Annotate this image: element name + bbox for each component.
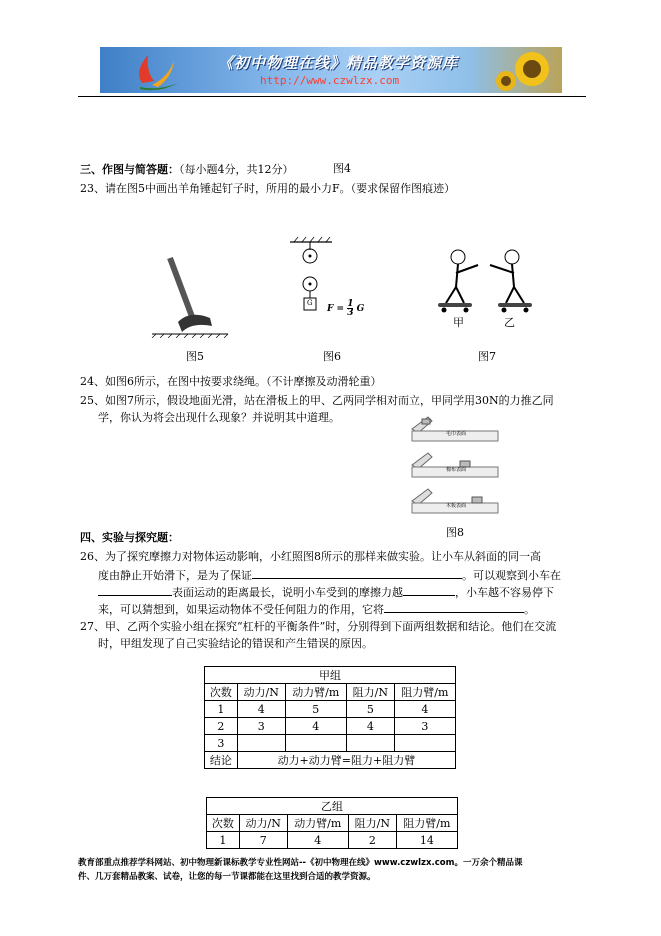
section3-heading: 三、作图与简答题： xyxy=(80,163,179,176)
table-yi-header: 动力臂/m xyxy=(287,815,348,832)
table-jia-header: 次数 xyxy=(205,684,238,701)
q26-line4-b: 。 xyxy=(524,603,535,616)
table-yi-header: 阻力/N xyxy=(348,815,396,832)
table-cell xyxy=(285,735,346,752)
table-cell: 4 xyxy=(237,701,285,718)
q26-line3-a: 表面运动的距离最长，说明小车受到的摩擦力越 xyxy=(172,586,403,599)
table-jia-header: 阻力/N xyxy=(346,684,394,701)
q26-line4-a: 来，可以猜想到，如果运动物体不受任何阻力的作用，它将 xyxy=(98,603,384,616)
fig8-caption: 图8 xyxy=(446,526,464,539)
fig8-surface3: 木板表面 xyxy=(446,503,467,509)
q26-answer-blank-3[interactable] xyxy=(403,583,455,596)
fig7-label-jia: 甲 xyxy=(453,316,464,329)
header-rule xyxy=(78,96,586,97)
table-jia-conclusion: 动力+动力臂=阻力+阻力臂 xyxy=(237,752,455,769)
table-jia-header: 动力臂/m xyxy=(285,684,346,701)
q26-answer-blank-1[interactable] xyxy=(252,566,462,579)
q26-line3-b: ，小车越不容易停下 xyxy=(455,586,554,599)
banner-title: 《初中物理在线》精品教学资源库 xyxy=(218,54,459,72)
fig8-surface2: 棉布表面 xyxy=(446,467,467,473)
table-cell: 4 xyxy=(346,718,394,735)
banner-url: http://www.czwlzx.com xyxy=(260,74,400,87)
q25-line2: 学，你认为将会出现什么现象？并说明其中道理。 xyxy=(98,411,340,424)
table-cell xyxy=(237,735,285,752)
table-yi xyxy=(206,797,458,849)
fig6-weight-label: G xyxy=(307,299,313,307)
fig7-skateboards-figure xyxy=(432,243,540,315)
table-cell: 3 xyxy=(205,735,238,752)
table-yi-header: 动力/N xyxy=(239,815,287,832)
q27-line1: 27、甲、乙两个实验小组在探究“杠杆的平衡条件”时，分别得到下面两组数据和结论。他们在交流 xyxy=(80,620,557,633)
q26-line2-a: 度由静止开始滑下，是为了保证 xyxy=(98,569,252,582)
table-yi-title: 乙组 xyxy=(207,798,458,815)
q27-line2: 时，甲组发现了自己实验结论的错误和产生错误的原因。 xyxy=(98,637,373,650)
table-jia-header: 动力/N xyxy=(237,684,285,701)
fig4-caption: 图4 xyxy=(333,162,351,175)
table-cell: 7 xyxy=(239,832,287,849)
table-cell: 1 xyxy=(207,832,240,849)
fig6-formula-eq: = xyxy=(336,304,345,314)
table-jia-title: 甲组 xyxy=(205,667,456,684)
table-cell xyxy=(346,735,394,752)
table-cell: 3 xyxy=(394,718,455,735)
q26-line1: 26、为了探究摩擦力对物体运动影响，小红照图8所示的那样来做实验。让小车从斜面的同一高 xyxy=(80,550,541,563)
q26-line2-b: 。可以观察到小车在 xyxy=(462,569,561,582)
table-jia-conclusion-label: 结论 xyxy=(205,752,238,769)
table-cell xyxy=(394,735,455,752)
section4-heading: 四、实验与探究题： xyxy=(80,531,179,544)
q23-text: 23、请在图5中画出羊角锤起钉子时，所用的最小力F。（要求保留作图痕迹） xyxy=(80,182,456,195)
section3-heading-line xyxy=(80,162,294,178)
table-row xyxy=(207,832,458,849)
q24-text: 24、如图6所示，在图中按要求绕绳。（不计摩擦及动滑轮重） xyxy=(80,375,382,388)
table-row xyxy=(205,718,456,735)
table-cell: 3 xyxy=(237,718,285,735)
fig7-caption: 图7 xyxy=(478,350,496,363)
fig6-caption: 图6 xyxy=(323,350,341,363)
table-cell: 14 xyxy=(396,832,457,849)
site-logo-icon xyxy=(128,47,188,93)
sunflower-icon xyxy=(492,47,562,93)
table-cell: 4 xyxy=(287,832,348,849)
table-jia xyxy=(204,666,456,769)
section3-note: （每小题4分，共12分） xyxy=(179,163,294,176)
fig8-surface1: 毛巾表面 xyxy=(446,431,467,437)
q25-line1: 25、如图7所示，假设地面光滑，站在滑板上的甲、乙两同学相对而立，甲同学用30N的力推乙同 xyxy=(80,394,554,407)
fig5-caption: 图5 xyxy=(186,350,204,363)
footer-line1: 教育部重点推荐学科网站、初中物理新课标教学专业性网站--《初中物理在线》www.czwlzx.com。一万余个精品课 xyxy=(78,858,523,868)
table-cell: 4 xyxy=(394,701,455,718)
q26-line3 xyxy=(98,583,554,601)
table-cell: 4 xyxy=(285,718,346,735)
fig6-formula-g: G xyxy=(356,304,365,314)
header-banner xyxy=(100,47,562,93)
table-row xyxy=(205,701,456,718)
table-cell: 2 xyxy=(205,718,238,735)
fig7-label-yi: 乙 xyxy=(504,316,515,329)
table-jia-header: 阻力臂/m xyxy=(394,684,455,701)
fig6-formula-numerator: 1 xyxy=(347,299,354,309)
table-yi-header: 次数 xyxy=(207,815,240,832)
fig6-formula-denominator: 3 xyxy=(347,308,354,318)
q26-line2 xyxy=(98,566,561,584)
table-jia-conclusion-row xyxy=(205,752,456,769)
fig5-hammer-figure xyxy=(150,252,230,338)
footer-line2: 件、几万套精品教案、试卷，让您的每一节课都能在这里找到合适的教学资源。 xyxy=(78,872,376,882)
table-cell: 2 xyxy=(348,832,396,849)
table-cell: 1 xyxy=(205,701,238,718)
table-yi-header-row xyxy=(207,815,458,832)
table-yi-header: 阻力臂/m xyxy=(396,815,457,832)
fig6-formula xyxy=(327,300,364,317)
table-cell: 5 xyxy=(346,701,394,718)
table-cell: 5 xyxy=(285,701,346,718)
fig6-formula-f: F xyxy=(327,304,334,314)
table-jia-header-row xyxy=(205,684,456,701)
table-row xyxy=(205,735,456,752)
q26-answer-blank-2[interactable] xyxy=(98,583,172,596)
q26-line4 xyxy=(98,600,535,618)
q26-answer-blank-4[interactable] xyxy=(384,600,524,613)
